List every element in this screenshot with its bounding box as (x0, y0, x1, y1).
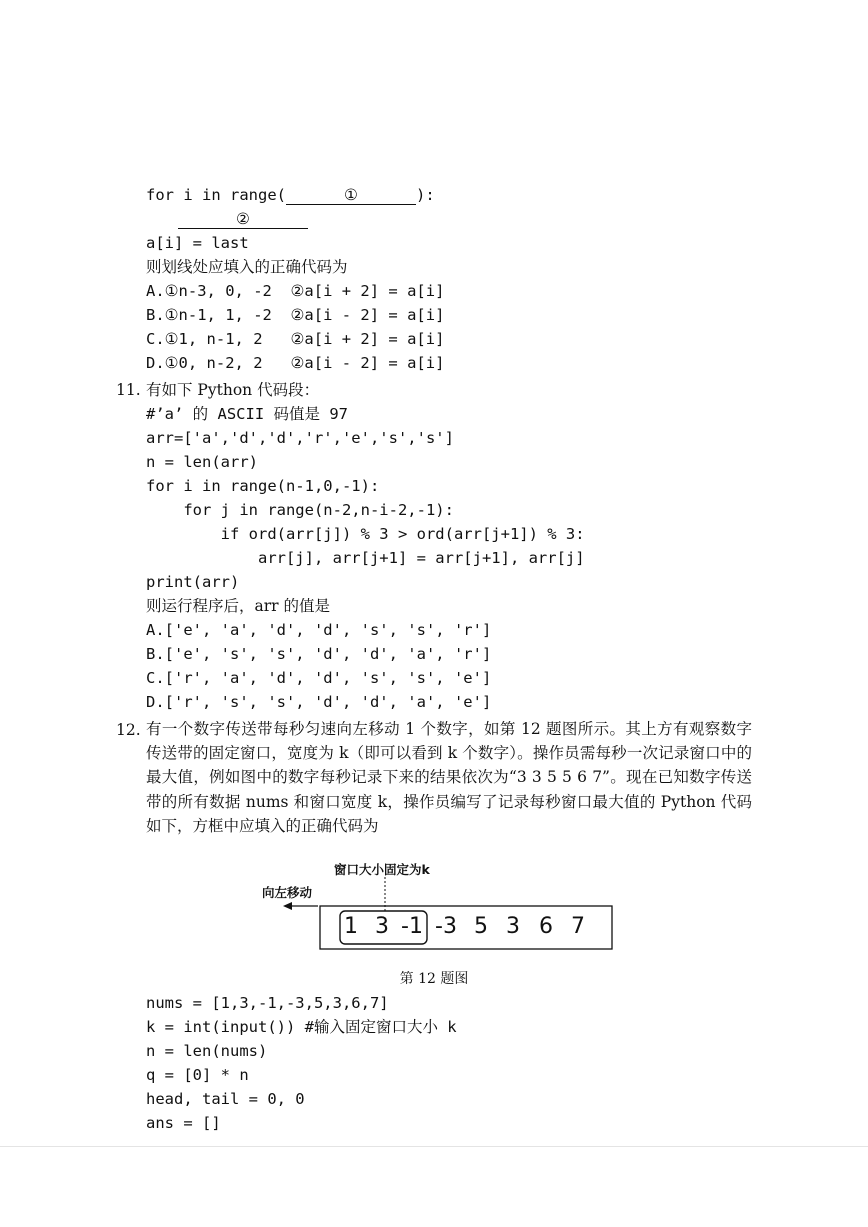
q10-blank-2: ② (178, 211, 308, 229)
conveyor-number: 7 (571, 914, 585, 939)
q12-number: 12. (116, 721, 141, 739)
move-left-label: 向左移动 (262, 885, 313, 900)
q11-code-line: arr=['a','d','d','r','e','s','s'] (146, 429, 454, 447)
q11-code-line: n = len(arr) (146, 453, 258, 471)
conveyor-number: 1 (344, 914, 358, 939)
q11-code-line: print(arr) (146, 573, 240, 591)
q11-code-line: #’a’ 的 ASCII 码值是 97 (146, 405, 348, 423)
window-size-label: 窗口大小固定为k (334, 862, 430, 877)
conveyor-number: 3 (506, 914, 520, 939)
conveyor-number: 6 (539, 914, 553, 939)
q11-code-line: arr[j], arr[j+1] = arr[j+1], arr[j] (146, 549, 585, 567)
q12-code-line: ans = [] (146, 1114, 221, 1132)
q11-number: 11. (116, 381, 141, 399)
q12-code-line: q = [0] * n (146, 1066, 249, 1084)
arrow-left-icon (283, 902, 292, 910)
figure-caption: 第 12 题图 (399, 971, 469, 987)
q10-loop-line: for i in range( ① ): (146, 186, 435, 204)
q10-option-b: B.①n-1, 1, -2 ②a[i - 2] = a[i] (146, 306, 445, 324)
q10-question: 则划线处应填入的正确代码为 (146, 258, 348, 276)
conveyor-number: -1 (401, 914, 423, 939)
q12-code-line: k = int(input()) #输入固定窗口大小 k (146, 1018, 457, 1036)
q11-question: 则运行程序后，arr 的值是 (146, 597, 330, 615)
conveyor-number: 5 (474, 914, 488, 939)
q11-code-line: for i in range(n-1,0,-1): (146, 477, 380, 495)
q10-option-d: D.①0, n-2, 2 ②a[i - 2] = a[i] (146, 354, 445, 372)
conveyor-number: 3 (375, 914, 389, 939)
q11-option-d: D.['r', 's', 's', 'd', 'd', 'a', 'e'] (146, 693, 492, 711)
q10-blank-1: ① (286, 187, 416, 205)
q11-option-b: B.['e', 's', 's', 'd', 'd', 'a', 'r'] (146, 645, 492, 663)
q10-option-a: A.①n-3, 0, -2 ②a[i + 2] = a[i] (146, 282, 445, 300)
q10-assign-line: a[i] = last (146, 234, 249, 252)
q12-code-line: n = len(nums) (146, 1042, 268, 1060)
q10-option-c: C.①1, n-1, 2 ②a[i + 2] = a[i] (146, 330, 445, 348)
q12-code-line: nums = [1,3,-1,-3,5,3,6,7] (146, 994, 389, 1012)
q12-code-line: head, tail = 0, 0 (146, 1090, 305, 1108)
conveyor-number: -3 (435, 914, 457, 939)
q11-code-line: if ord(arr[j]) % 3 > ord(arr[j+1]) % 3: (146, 525, 585, 543)
page-bottom-divider (0, 1146, 868, 1147)
q12-paragraph: 有一个数字传送带每秒匀速向左移动 1 个数字，如第 12 题图所示。其上方有观察数字传送带的固定窗口，宽度为 k（即可以看到 k 个数字）。操作员需每秒一次记录窗口中的最大值，例如图中的数字每秒记录下来的结果依次为“3 3 5 5 6 7”。现在已知数字传送带的所有数据 nums 和窗口宽度 k，操作员编写了记录每秒窗口最大值的 Python 代码如下，方框中应填入的正确代码为 (146, 720, 752, 835)
q11-code-line: for j in range(n-2,n-i-2,-1): (146, 501, 454, 519)
q11-option-c: C.['r', 'a', 'd', 'd', 's', 's', 'e'] (146, 669, 492, 687)
q11-intro: 有如下 Python 代码段： (146, 381, 320, 399)
q10-blank-2-line (178, 209, 308, 229)
q11-option-a: A.['e', 'a', 'd', 'd', 's', 's', 'r'] (146, 621, 492, 639)
